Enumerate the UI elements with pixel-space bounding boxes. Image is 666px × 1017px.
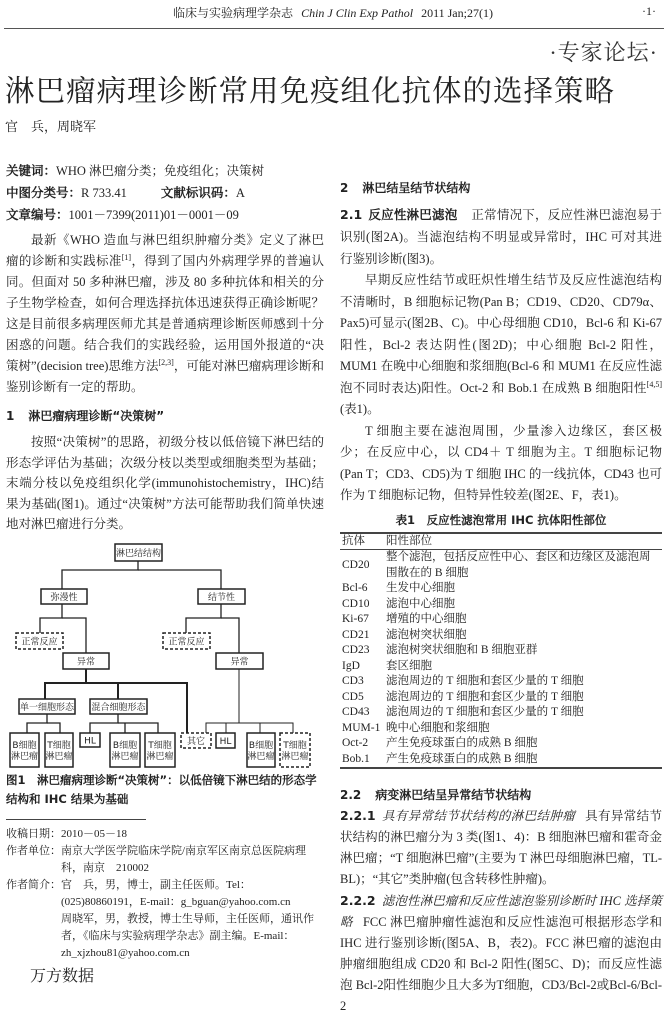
affiliation-label: 作者单位：	[6, 844, 61, 857]
leaf-node	[181, 733, 211, 748]
decision-tree-figure	[6, 537, 324, 769]
keywords-label: 关键词：	[6, 163, 57, 178]
text: 具有异常结节状结构的淋巴瘤分为 3 类(图1、4)：B 细胞淋巴瘤和霍奇金淋巴瘤；“T 细胞淋巴瘤”(主要为 T 淋巴母细胞淋巴瘤，TL-BL)；“其它”类肿瘤(包含转移性肿瘤)。	[340, 809, 662, 886]
node-label: 正常反应	[21, 637, 58, 647]
node-lymph-node-structure	[115, 544, 162, 561]
section-2-1-paragraph	[340, 204, 662, 270]
table-header-row	[340, 533, 662, 550]
received-date: 2010－05－18	[61, 827, 127, 840]
table-row	[340, 721, 662, 737]
antibody-cell: CD3	[342, 675, 364, 687]
section-2-1-paragraph-3: T 细胞主要在滤泡周围，少量渗入边缘区，套区极少；在反应中心，以 CD4＋ T 细胞为主。T 细胞标记物(Pan T；CD3、CD5)为 T 细胞 IHC 的一线抗体，CD43 也可作为 T 细胞标记物，但特异性较差(图2E、F，表1)。	[340, 423, 662, 502]
column-header: 抗体	[342, 534, 365, 547]
node-label: 异常	[76, 657, 96, 667]
figure-1-caption: 图1 淋巴瘤病理诊断“决策树”：以低倍镜下淋巴结的形态学结构和 IHC 结果为基础	[6, 772, 317, 806]
section-1-heading	[6, 406, 324, 426]
section-number: 2.1	[340, 207, 363, 222]
table-row	[340, 674, 662, 690]
affiliation: 南京大学医学院临床学院/南京军区南京总医院病理科，南京 210002	[61, 844, 307, 874]
node-label: 异常	[230, 657, 249, 667]
antibody-cell: CD10	[342, 597, 370, 610]
table-row	[340, 736, 662, 752]
section-2-2-1-paragraph	[340, 805, 662, 890]
citation: [4,5]	[646, 379, 662, 389]
positive-site-cell: 整个滤泡，包括反应性中心、套区和边缘区及滤泡周围散在的 B 细胞	[386, 551, 651, 579]
keywords-value: WHO 淋巴瘤分类；免疫组化；决策树	[56, 164, 264, 178]
footnote-rule	[6, 819, 146, 820]
node-label: 其它	[186, 736, 206, 747]
connector-line	[206, 723, 293, 733]
node-label: 淋巴瘤	[45, 751, 73, 762]
node-normal-reactive	[163, 633, 210, 649]
section-title: 具有异常结节状结构的淋巴结肿瘤	[381, 809, 576, 823]
text: ，可能对淋巴瘤病理诊断和鉴别诊断有一定的帮助。	[6, 359, 324, 394]
section-number: 2.2.2	[340, 893, 376, 908]
text: (表1)。	[340, 402, 380, 416]
node-label: 混合细胞形态	[91, 702, 146, 713]
positive-site-cell: 滤泡周边的 T 细胞和套区少量的 T 细胞	[386, 706, 584, 718]
node-monomorphic	[19, 699, 75, 714]
section-title: 反应性淋巴滤泡	[368, 207, 458, 222]
node-normal-reactive	[16, 633, 63, 649]
leaf-node	[45, 733, 73, 767]
connector-line	[45, 669, 86, 699]
table-row	[340, 690, 662, 706]
section-title: 淋巴结呈结节状结构	[362, 181, 471, 195]
node-label: HL	[84, 736, 96, 746]
antibody-cell: IgD	[342, 659, 360, 672]
running-header	[0, 4, 666, 21]
table-row	[340, 752, 662, 769]
positive-site-cell: 滤泡中心细胞	[386, 597, 455, 610]
node-label: T细胞	[47, 740, 71, 751]
node-abnormal	[63, 653, 109, 669]
citation: [1]	[121, 253, 132, 262]
table-row	[340, 628, 662, 644]
column-tag: ·专家论坛·	[549, 40, 658, 65]
positive-site-cell: 产生免疫球蛋白的成熟 B 细胞	[386, 737, 538, 749]
node-label: 淋巴瘤	[281, 751, 309, 762]
connector-line	[47, 723, 60, 733]
table-row	[340, 643, 662, 659]
node-label: 淋巴瘤	[146, 751, 174, 762]
node-label: 淋巴瘤	[111, 751, 139, 762]
node-nodular	[198, 589, 245, 604]
node-label: B细胞	[12, 740, 37, 751]
node-label: 淋巴瘤	[10, 751, 39, 762]
connector-line	[90, 714, 118, 733]
connector-line	[221, 618, 239, 653]
leaf-node	[216, 733, 235, 748]
node-label: 淋巴结结构	[115, 548, 162, 559]
journal-name-cn: 临床与实验病理学杂志	[173, 6, 294, 20]
right-column	[340, 178, 662, 1017]
positive-site-cell: 滤泡树突状细胞	[386, 628, 467, 641]
node-diffuse	[41, 589, 87, 604]
leaf-node	[110, 733, 140, 767]
article-number	[6, 204, 324, 226]
antibody-cell: Ki-67	[342, 613, 369, 625]
doc-code-label: 文献标识码：	[160, 185, 236, 200]
table-row	[340, 597, 662, 613]
text: 最新《WHO 造血与淋巴组织肿瘤分类》定义了淋巴瘤的诊断和实践标准	[6, 233, 324, 268]
page-number: ·1·	[642, 4, 656, 18]
left-column	[6, 160, 324, 986]
intro-paragraph	[6, 230, 324, 398]
keywords	[6, 160, 324, 182]
bio-label: 作者简介：	[6, 878, 61, 891]
authors: 官 兵，周晓军	[5, 119, 97, 134]
node-label: B细胞	[112, 740, 138, 751]
footnote	[6, 826, 324, 962]
positive-site-cell: 滤泡周边的 T 细胞和套区少量的 T 细胞	[386, 690, 584, 703]
journal-name-en: Chin J Clin Exp Pathol	[301, 6, 414, 20]
doc-code-value: A	[235, 186, 245, 200]
table-row	[340, 550, 662, 582]
leaf-node	[280, 733, 310, 767]
leaf-node	[145, 733, 175, 767]
antibody-cell: MUM-1	[342, 721, 381, 734]
table-1	[340, 532, 662, 770]
positive-site-cell: 晚中心细胞和浆细胞	[386, 721, 490, 734]
article-number-label: 文章编号：	[6, 207, 69, 222]
antibody-cell: CD21	[342, 628, 370, 641]
author-bio-2: 周晓军，男，教授，博士生导师，主任医师，通讯作者，《临床与实验病理学杂志》副主编。E-mail：zh_xjzhou81@yahoo.com.cn	[61, 912, 314, 959]
positive-site-cell: 套区细胞	[386, 659, 432, 672]
table-1-title: 表1 反应性滤泡常用 IHC 抗体阳性部位	[395, 512, 607, 527]
node-label: 结节性	[207, 592, 236, 603]
section-2-2-heading	[340, 785, 662, 805]
section-number: 2	[340, 181, 349, 195]
section-title: 病变淋巴结呈异常结节状结构	[375, 788, 532, 802]
leaf-node	[10, 733, 39, 767]
section-title: 淋巴瘤病理诊断“决策树”	[28, 409, 165, 423]
antibody-cell: Oct-2	[342, 737, 369, 749]
positive-site-cell: 产生免疫球蛋白的成熟 B 细胞	[386, 752, 538, 765]
article-number-value: 1001－7399(2011)01－0001－09	[68, 208, 239, 222]
clc-value: R 733.41	[81, 186, 127, 200]
positive-site-cell: 滤泡树突状细胞和 B 细胞亚群	[386, 644, 538, 656]
author-bio-1: 官 兵，男，博士，副主任医师。Tel：(025)80860191，E-mail：g_bguan@yahoo.com.cn	[61, 878, 291, 908]
antibody-cell: CD23	[342, 644, 370, 656]
table-row	[340, 581, 662, 597]
column-header: 阳性部位	[386, 534, 432, 547]
antibody-cell: Bob.1	[342, 752, 370, 765]
section-title: 滤泡性淋巴瘤和反应性滤泡鉴别诊断时 IHC 选择策略	[340, 894, 662, 929]
watermark: 万方数据	[30, 965, 95, 985]
connector-line	[186, 604, 221, 633]
node-label: 淋巴瘤	[247, 751, 275, 762]
antibody-cell: CD43	[342, 706, 370, 718]
positive-site-cell: 增殖的中心细胞	[386, 613, 467, 625]
node-label: T细胞	[148, 740, 172, 751]
section-number: 2.2.1	[340, 808, 376, 823]
clc-label: 中图分类号：	[6, 185, 82, 200]
section-2-1-paragraph-2	[340, 270, 662, 421]
header-rule	[4, 28, 664, 29]
antibody-cell: CD20	[342, 558, 370, 571]
node-label: T细胞	[283, 740, 307, 751]
leaf-node	[80, 733, 100, 747]
article-title: 淋巴瘤病理诊断常用免疫组化抗体的选择策略	[5, 76, 616, 108]
section-number: 2.2	[340, 788, 362, 802]
node-label: 正常反应	[168, 637, 205, 647]
connector-line	[118, 723, 158, 733]
text: ，得到了国内外病理学界的普遍认同。但面对 50 多种淋巴瘤，涉及 80 多种抗体和相关的分子生物学检查，如何合理选择抗体迅速获得正确诊断呢？这是目前很多病理医师尤其是普通病理诊断医师感到十分困惑的问题。结合我们的实践经验，运用国外报道的“决策树”(decision tree)思维方法	[6, 254, 324, 373]
node-abnormal	[216, 653, 263, 669]
classification	[6, 182, 324, 204]
issue: 2011 Jan;27(1)	[421, 6, 493, 20]
antibody-cell: Bcl-6	[342, 582, 368, 594]
table-row	[340, 659, 662, 675]
node-mixed	[90, 699, 147, 714]
text: 早期反应性结节或旺炽性增生结节及反应性滤泡结构不清晰时，B 细胞标记物(Pan B；CD19、CD20、CD79α、Pax5)可显示(图2B、C)。中心母细胞 CD10，Bcl-6 和 Ki-67 阳性，Bcl-2 表达阴性(图2D)；中心细胞 Bcl-2 阳性，MUM1 在晚中心细胞和浆细胞(Bcl-6 和 MUM1 在反应性滤泡不同时表达)阳性。Oct-2 和 Bob.1 在成熟 B 细胞阳性	[340, 273, 662, 395]
positive-site-cell: 生发中心细胞	[386, 582, 455, 594]
section-1-paragraph: 按照“决策树”的思路，初级分枝以低倍镜下淋巴结的形态学评估为基础；次级分枝以类型或细胞类型为基础；末端分枝以免疫组织化学(immunohistochemistry，IHC)结果为基础(图1)。通过“决策树”方法可能帮助我们简单快速地对淋巴瘤进行分类。	[6, 435, 324, 531]
node-label: HL	[219, 736, 232, 747]
text: 正常情况下，反应性淋巴滤泡易于识别(图2A)。当滤泡结构不明显或异常时，IHC 可对其进行鉴别诊断(图3)。	[340, 208, 662, 266]
node-label: 弥漫性	[50, 592, 78, 603]
antibody-cell: CD5	[342, 690, 364, 703]
connector-line	[40, 604, 62, 633]
table-row	[340, 705, 662, 721]
connector-line	[27, 714, 47, 733]
node-label: B细胞	[248, 740, 274, 751]
text: FCC 淋巴瘤肿瘤性滤泡和反应性滤泡可根据形态学和 IHC 进行鉴别诊断(图5A、B，表2)。FCC 淋巴瘤的滤泡由肿瘤细胞组成 CD20 和 Bcl-2 阳性(图5C、D)；而反应性滤泡 Bcl-2阳性细胞少且大多为T细胞，CD3/Bcl-2或Bcl-6/Bcl-2	[340, 915, 662, 1013]
section-2-2-2-paragraph	[340, 890, 662, 1017]
connector-line	[138, 570, 221, 589]
received-label: 收稿日期：	[6, 827, 61, 840]
leaf-node	[247, 733, 275, 767]
node-label: 单一细胞形态	[19, 702, 75, 713]
connector-line	[62, 561, 138, 589]
positive-site-cell: 滤泡周边的 T 细胞和套区少量的 T 细胞	[386, 675, 584, 687]
connector-line	[62, 618, 86, 653]
citation: [2,3]	[158, 358, 174, 367]
section-2-heading	[340, 178, 662, 198]
table-row	[340, 612, 662, 628]
section-number: 1	[6, 409, 15, 423]
